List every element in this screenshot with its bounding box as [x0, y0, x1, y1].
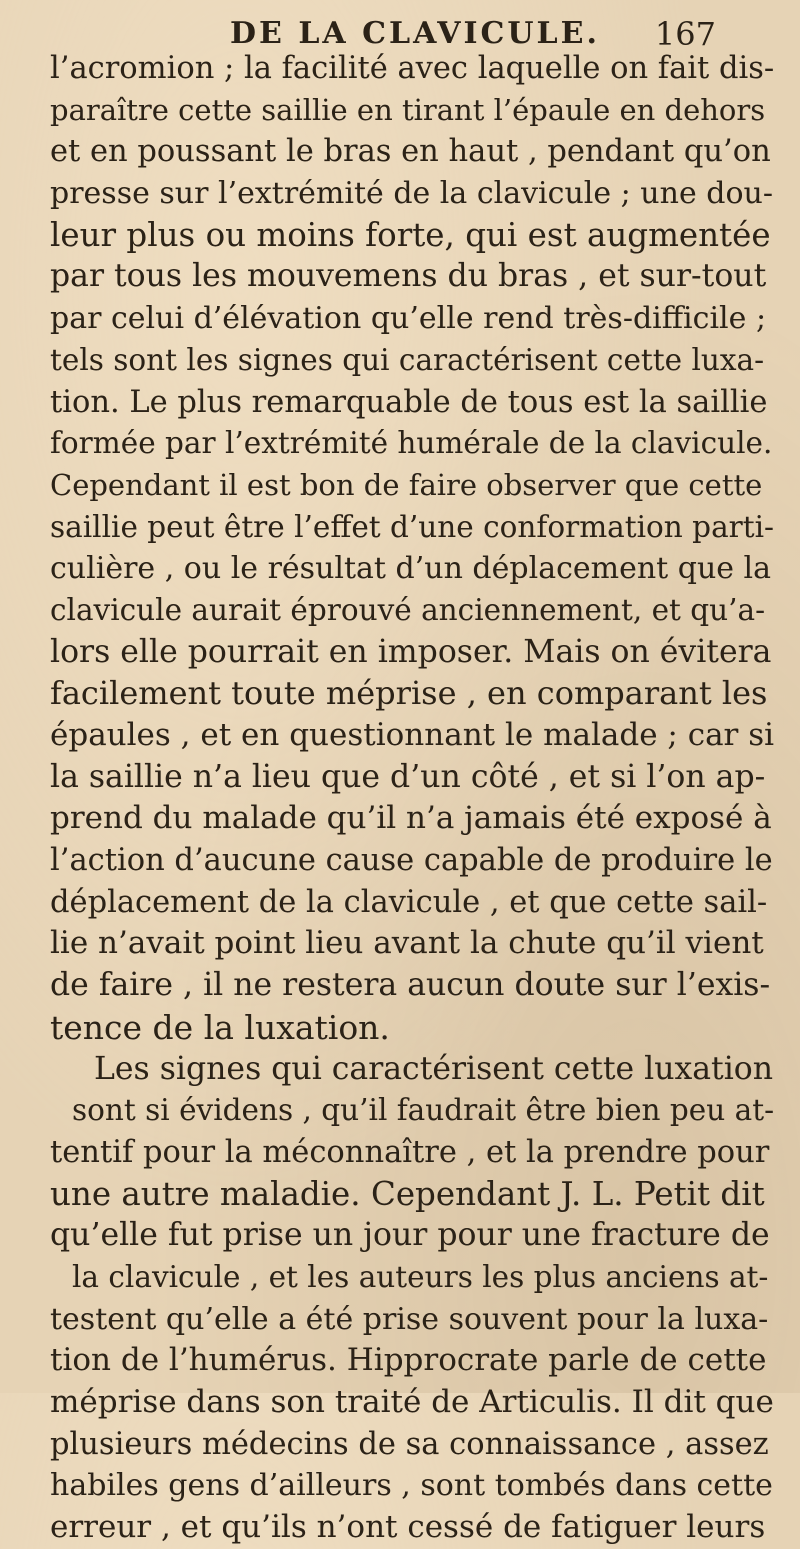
text-line: erreur , et qu’ils n’ont cessé de fatiguer leurs	[50, 1509, 766, 1546]
text-line: lors elle pourrait en imposer. Mais on évitera	[50, 633, 772, 670]
text-line: presse sur l’extrémité de la clavicule ; une dou-	[50, 176, 773, 212]
text-line: la clavicule , et les auteurs les plus anciens at-	[72, 1259, 769, 1294]
text-line: une autre maladie. Cependant J. L. Petit dit	[50, 1174, 765, 1213]
text-line: la saillie n’a lieu que d’un côté , et si l’on ap-	[50, 758, 766, 795]
text-line: tion de l’humérus. Hipprocrate parle de cette	[50, 1342, 767, 1379]
text-line: lie n’avait point lieu avant la chute qu’il vient	[50, 925, 764, 962]
text-line: testent qu’elle a été prise souvent pour la luxa-	[50, 1301, 769, 1337]
text-line: méprise dans son traité de Articulis. Il dit que	[50, 1384, 774, 1420]
text-line: plusieurs médecins de sa connaissance , assez	[50, 1426, 769, 1462]
text-line: tentif pour la méconnaître , et la prendre pour	[50, 1134, 770, 1170]
page-number: 167	[654, 15, 716, 53]
text-line: Cependant il est bon de faire observer que cette	[50, 467, 763, 502]
text-line: paraître cette saillie en tirant l’épaule en dehors	[50, 92, 766, 127]
text-line: tion. Le plus remarquable de tous est la saillie	[50, 384, 768, 420]
text-line: déplacement de la clavicule , et que cette sail-	[50, 884, 768, 920]
text-line: qu’elle fut prise un jour pour une fracture de	[50, 1217, 770, 1254]
text-line: par celui d’élévation qu’elle rend très-difficile ;	[50, 301, 767, 337]
text-line: habiles gens d’ailleurs , sont tombés dans cette	[50, 1468, 773, 1504]
text-line: clavicule aurait éprouvé anciennement, et qu’a-	[50, 592, 766, 627]
text-line: tels sont les signes qui caractérisent cette luxa-	[50, 342, 765, 377]
text-line: et en poussant le bras en haut , pendant qu’on	[50, 134, 771, 170]
text-line: prend du malade qu’il n’a jamais été exposé à	[50, 800, 772, 837]
text-line: l’acromion ; la facilité avec laquelle on fait dis-	[50, 51, 774, 86]
text-line: facilement toute méprise , en comparant les	[50, 674, 768, 713]
text-line: épaules , et en questionnant le malade ; car si	[50, 717, 774, 753]
text-line: de faire , il ne restera aucun doute sur l’exis-	[50, 967, 771, 1004]
paragraph-start-line: Les signes qui caractérisent cette luxation	[94, 1050, 774, 1087]
text-line: culière , ou le résultat d’un déplacement que la	[50, 551, 772, 587]
text-line: formée par l’extrémité humérale de la clavicule.	[50, 426, 773, 461]
text-line: tence de la luxation.	[50, 1007, 390, 1047]
body-text	[50, 48, 774, 1549]
running-title: DE LA CLAVICULE.	[230, 16, 600, 51]
text-line: par tous les mouvemens du bras , et sur-tout	[50, 258, 767, 295]
text-line: leur plus ou moins forte, qui est augmentée	[50, 215, 771, 254]
text-line: saillie peut être l’effet d’une conformation parti-	[50, 509, 774, 544]
text-line: l’action d’aucune cause capable de produire le	[50, 843, 773, 879]
text-line: sont si évidens , qu’il faudrait être bien peu at-	[72, 1093, 774, 1128]
